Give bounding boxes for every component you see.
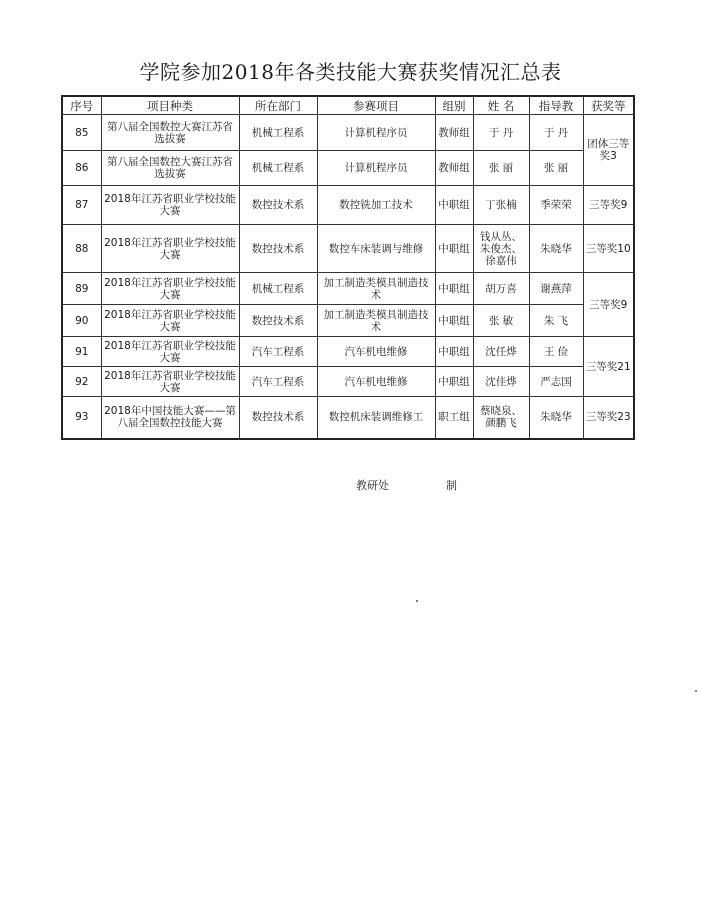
table-row (62, 225, 634, 273)
cell-category: 2018年江苏省职业学校技能大赛 (101, 367, 239, 397)
cell-name: 钱从丛、朱俊杰、徐嘉伟 (473, 225, 529, 273)
cell-dept: 数控技术系 (239, 225, 317, 273)
header-category: 项目种类 (101, 96, 239, 115)
cell-advisor: 张 丽 (529, 151, 583, 186)
cell-category: 2018年江苏省职业学校技能大赛 (101, 305, 239, 337)
cell-group: 中职组 (435, 305, 473, 337)
cell-category: 第八届全国数控大赛江苏省选拔赛 (101, 115, 239, 151)
cell-category: 2018年中国技能大赛——第八届全国数控技能大赛 (101, 397, 239, 439)
cell-name: 张 敏 (473, 305, 529, 337)
header-group: 组别 (435, 96, 473, 115)
cell-no: 92 (62, 367, 101, 397)
table-row (62, 337, 634, 367)
cell-dept: 机械工程系 (239, 273, 317, 305)
header-dept: 所在部门 (239, 96, 317, 115)
cell-category: 2018年江苏省职业学校技能大赛 (101, 186, 239, 225)
cell-group: 中职组 (435, 367, 473, 397)
cell-advisor: 谢燕萍 (529, 273, 583, 305)
cell-category: 2018年江苏省职业学校技能大赛 (101, 273, 239, 305)
header-advisor: 指导教 (529, 96, 583, 115)
cell-name: 蔡晓泉、颜鹏飞 (473, 397, 529, 439)
cell-event: 数控铣加工技术 (317, 186, 435, 225)
table-row (62, 397, 634, 439)
table-row (62, 273, 634, 305)
awards-table (61, 95, 635, 440)
cell-no: 90 (62, 305, 101, 337)
cell-advisor: 王 俭 (529, 337, 583, 367)
cell-no: 85 (62, 115, 101, 151)
cell-event: 计算机程序员 (317, 151, 435, 186)
cell-no: 93 (62, 397, 101, 439)
cell-name: 沈佳烨 (473, 367, 529, 397)
cell-event: 汽车机电维修 (317, 337, 435, 367)
cell-category: 2018年江苏省职业学校技能大赛 (101, 337, 239, 367)
cell-award: 三等奖9 (583, 186, 634, 225)
page-title: 学院参加2018年各类技能大赛获奖情况汇总表 (139, 60, 562, 84)
cell-award: 三等奖23 (583, 397, 634, 439)
cell-award: 三等奖21 (583, 337, 634, 397)
cell-event: 加工制造类模具制造技术 (317, 305, 435, 337)
cell-no: 86 (62, 151, 101, 186)
cell-dept: 机械工程系 (239, 115, 317, 151)
cell-group: 中职组 (435, 337, 473, 367)
cell-name: 沈任烨 (473, 337, 529, 367)
cell-event: 数控机床装调维修工 (317, 397, 435, 439)
scan-speck (416, 600, 418, 602)
cell-award: 三等奖10 (583, 225, 634, 273)
cell-advisor: 于 丹 (529, 115, 583, 151)
cell-dept: 汽车工程系 (239, 337, 317, 367)
cell-dept: 汽车工程系 (239, 367, 317, 397)
header-award: 获奖等 (583, 96, 634, 115)
table-row (62, 367, 634, 397)
header-no: 序号 (62, 96, 101, 115)
cell-advisor: 朱 飞 (529, 305, 583, 337)
cell-name: 于 丹 (473, 115, 529, 151)
cell-name: 丁张楠 (473, 186, 529, 225)
scan-speck (695, 690, 697, 692)
cell-advisor: 朱晓华 (529, 397, 583, 439)
table-row (62, 151, 634, 186)
cell-dept: 数控技术系 (239, 186, 317, 225)
cell-group: 中职组 (435, 273, 473, 305)
footer-made: 制 (446, 479, 457, 492)
cell-category: 第八届全国数控大赛江苏省选拔赛 (101, 151, 239, 186)
cell-category: 2018年江苏省职业学校技能大赛 (101, 225, 239, 273)
cell-advisor: 季荣荣 (529, 186, 583, 225)
cell-advisor: 严志国 (529, 367, 583, 397)
table-row (62, 115, 634, 151)
cell-no: 88 (62, 225, 101, 273)
cell-no: 91 (62, 337, 101, 367)
cell-no: 87 (62, 186, 101, 225)
footer-office: 教研处 (356, 479, 389, 492)
cell-award: 团体三等奖3 (583, 115, 634, 186)
cell-event: 加工制造类模具制造技术 (317, 273, 435, 305)
cell-group: 职工组 (435, 397, 473, 439)
cell-event: 数控车床装调与维修 (317, 225, 435, 273)
cell-advisor: 朱晓华 (529, 225, 583, 273)
cell-group: 中职组 (435, 225, 473, 273)
cell-group: 教师组 (435, 151, 473, 186)
cell-event: 汽车机电维修 (317, 367, 435, 397)
cell-group: 教师组 (435, 115, 473, 151)
cell-event: 计算机程序员 (317, 115, 435, 151)
cell-name: 胡万喜 (473, 273, 529, 305)
cell-dept: 数控技术系 (239, 397, 317, 439)
cell-no: 89 (62, 273, 101, 305)
header-name: 姓 名 (473, 96, 529, 115)
cell-dept: 数控技术系 (239, 305, 317, 337)
table-header-row (62, 96, 634, 115)
cell-dept: 机械工程系 (239, 151, 317, 186)
cell-group: 中职组 (435, 186, 473, 225)
header-event: 参赛项目 (317, 96, 435, 115)
cell-name: 张 丽 (473, 151, 529, 186)
cell-award: 三等奖9 (583, 273, 634, 337)
table-row (62, 305, 634, 337)
table-row (62, 186, 634, 225)
